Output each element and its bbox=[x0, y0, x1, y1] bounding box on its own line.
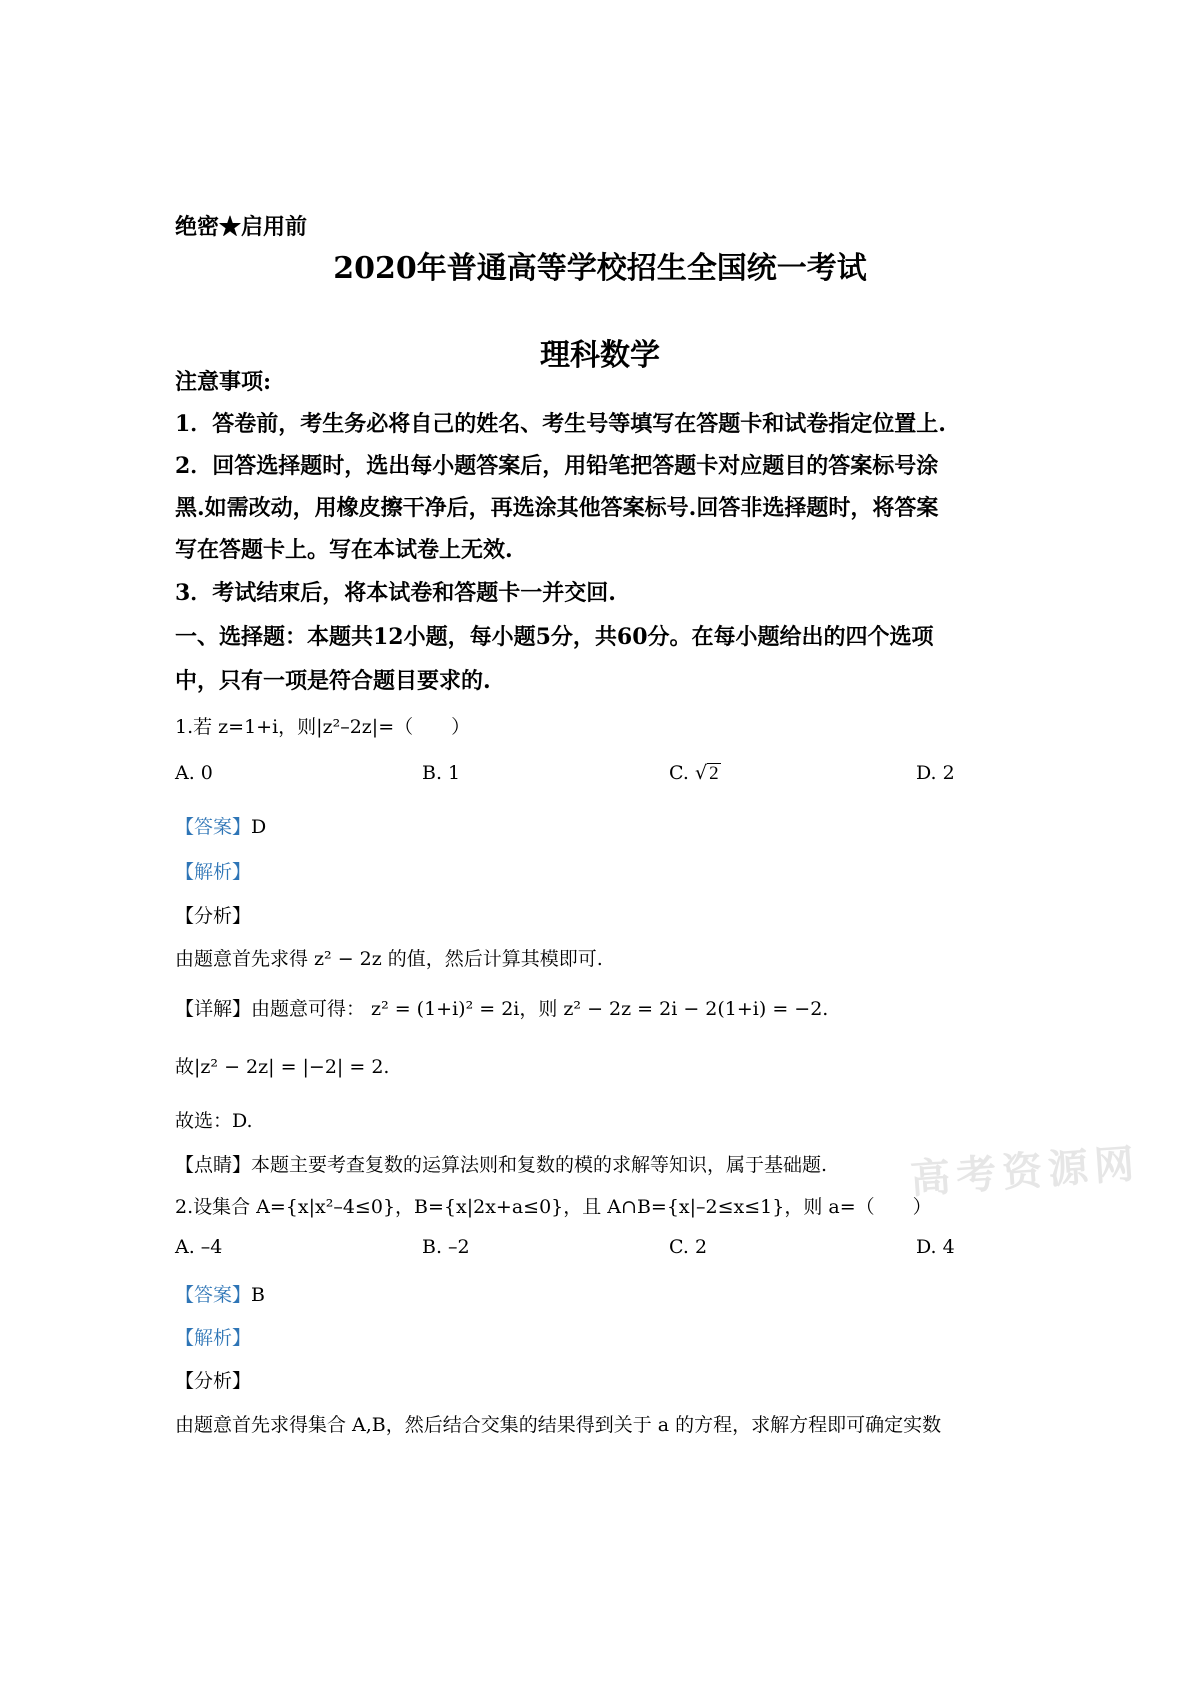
q1-option-b: B. 1 bbox=[422, 762, 461, 784]
q2-option-d: D. 4 bbox=[916, 1236, 955, 1258]
q2-answer-line bbox=[175, 1280, 265, 1307]
q1-comment-label: 【点睛】 bbox=[175, 1154, 252, 1176]
q2-analysis-label: 【解析】 bbox=[175, 1327, 252, 1349]
q2-option-b: B. –2 bbox=[422, 1236, 470, 1258]
exam-subtitle: 理科数学 bbox=[540, 338, 660, 373]
notes-heading: 注意事项: bbox=[175, 369, 272, 395]
q1-answer-label: 【答案】 bbox=[175, 816, 252, 838]
secret-label: 绝密★启用前 bbox=[175, 214, 308, 240]
notes-item-2-line-1: 2．回答选择题时，选出每小题答案后，用铅笔把答题卡对应题目的答案标号涂 bbox=[175, 453, 939, 479]
q1-detail-label: 【详解】 bbox=[175, 998, 252, 1020]
q2-fenxi-label: 【分析】 bbox=[175, 1370, 252, 1392]
section-1-line-2: 中，只有一项是符合题目要求的. bbox=[175, 668, 491, 694]
q1-fenxi-label: 【分析】 bbox=[175, 905, 252, 927]
q2-stem: 2.设集合 A={x|x²–4≤0}，B={x|2x+a≤0}，且 A∩B={x|–2≤x≤1}，则 a=（ ） bbox=[175, 1196, 932, 1218]
section-1-line-1: 一、选择题：本题共12小题，每小题5分，共60分。在每小题给出的四个选项 bbox=[175, 624, 934, 650]
q1-option-c-radicand: 2 bbox=[709, 763, 719, 784]
q1-option-d: D. 2 bbox=[916, 762, 955, 784]
q2-answer: B bbox=[251, 1284, 265, 1306]
sqrt-icon: √ bbox=[694, 762, 708, 784]
exam-title: 2020年普通高等学校招生全国统一考试 bbox=[333, 251, 867, 286]
q1-answer: D bbox=[251, 816, 267, 838]
q1-comment: 本题主要考查复数的运算法则和复数的模的求解等知识，属于基础题. bbox=[251, 1154, 828, 1176]
q1-result: 故|z² − 2z| = |−2| = 2. bbox=[175, 1056, 390, 1078]
q2-option-c: C. 2 bbox=[669, 1236, 708, 1258]
q1-analysis-label: 【解析】 bbox=[175, 861, 252, 883]
q2-fenxi: 由题意首先求得集合 A,B，然后结合交集的结果得到关于 a 的方程，求解方程即可确定实数 bbox=[175, 1414, 942, 1436]
q2-answer-label: 【答案】 bbox=[175, 1284, 252, 1306]
q1-answer-line bbox=[175, 812, 266, 839]
notes-item-2-line-3: 写在答题卡上。写在本试卷上无效. bbox=[175, 537, 513, 563]
q2-options bbox=[175, 1236, 975, 1266]
q1-detail-line bbox=[175, 994, 828, 1021]
q1-stem: 1.若 z=1+i，则|z²–2z|=（ ） bbox=[175, 716, 471, 738]
q1-option-a: A. 0 bbox=[175, 762, 213, 784]
q1-comment-line bbox=[175, 1150, 827, 1177]
q1-choice: 故选：D. bbox=[175, 1110, 253, 1132]
q2-option-a: A. –4 bbox=[175, 1236, 223, 1258]
notes-item-1: 1．答卷前，考生务必将自己的姓名、考生号等填写在答题卡和试卷指定位置上. bbox=[175, 411, 946, 437]
q1-options bbox=[175, 762, 975, 792]
notes-item-3: 3．考试结束后，将本试卷和答题卡一并交回. bbox=[175, 580, 616, 606]
q1-option-c bbox=[669, 762, 721, 784]
q1-option-c-label: C. bbox=[669, 762, 695, 784]
q1-fenxi: 由题意首先求得 z² − 2z 的值，然后计算其模即可. bbox=[175, 948, 603, 970]
watermark-logo: 高考资源网 bbox=[908, 1140, 1142, 1203]
notes-item-2-line-2: 黑.如需改动，用橡皮擦干净后，再选涂其他答案标号.回答非选择题时，将答案 bbox=[175, 495, 939, 521]
q1-detail: 由题意可得： z² = (1+i)² = 2i，则 z² − 2z = 2i − 2(1+i) = −2. bbox=[251, 998, 829, 1020]
